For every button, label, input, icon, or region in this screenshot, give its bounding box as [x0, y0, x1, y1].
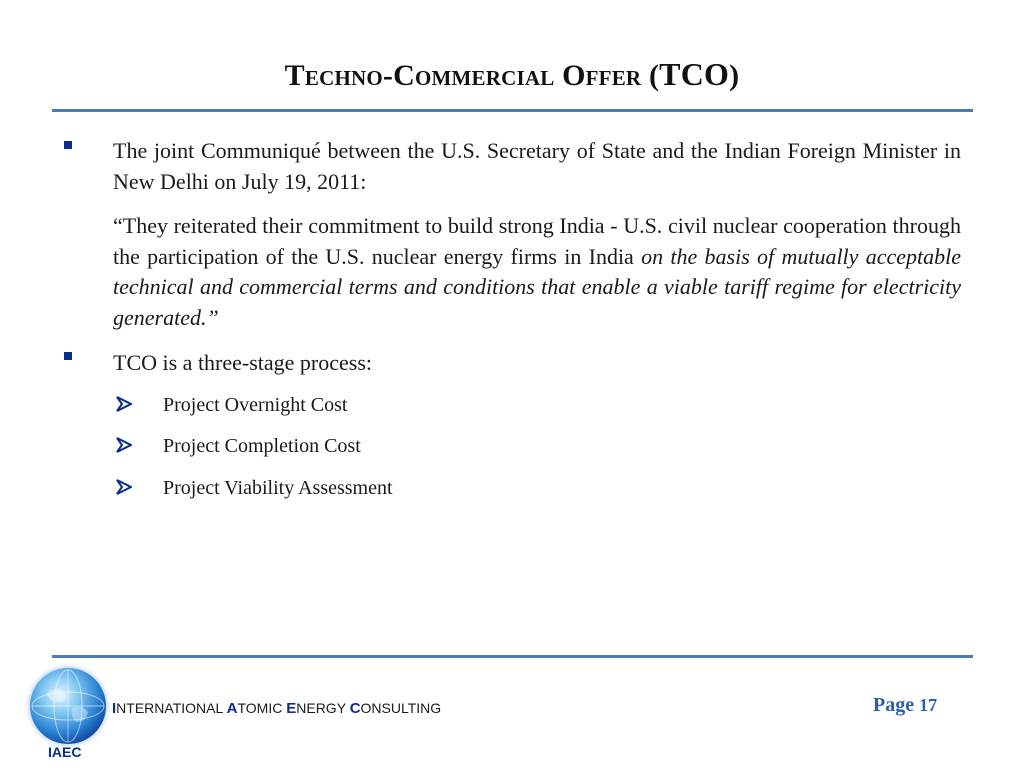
company-word: NTERNATIONAL — [116, 700, 227, 716]
company-initial: I — [112, 700, 117, 717]
quote-plain: “They reiterated their commitment to build strong India - U.S. civil nuclear cooperation through the participation of the U.S. nuclear energy firms in India — [113, 213, 961, 269]
quote-paragraph — [113, 211, 961, 333]
page-number-value: 17 — [919, 695, 938, 715]
company-initial: A — [226, 700, 238, 717]
quote-italic: on the basis of mutually acceptable technical and commercial terms and conditions that enable a viable tariff regime for electricity generated.” — [113, 243, 961, 330]
company-word: ONSULTING — [360, 700, 442, 716]
stage-item: Project Viability Assessment — [163, 477, 393, 499]
title-divider — [52, 109, 973, 112]
arrow-bullet-icon — [116, 437, 132, 453]
company-name — [112, 700, 441, 717]
slide-title — [0, 56, 1024, 93]
page-label: Page — [873, 694, 915, 716]
bullet-tco-process: TCO is a three-stage process: — [113, 350, 373, 375]
stage-item: Project Overnight Cost — [163, 394, 348, 416]
title-acronym: TCO — [659, 56, 730, 92]
logo-text: IAEC — [48, 744, 82, 760]
stage-item: Project Completion Cost — [163, 435, 361, 457]
title-main: Techno-Commercial Offer ( — [284, 59, 660, 92]
company-initial: E — [286, 700, 297, 717]
company-word: NERGY — [296, 700, 350, 716]
square-bullet-icon — [64, 141, 72, 149]
globe-icon — [30, 668, 106, 744]
arrow-bullet-icon — [116, 479, 132, 495]
footer-divider — [52, 655, 973, 658]
arrow-bullet-icon — [116, 396, 132, 412]
bullet-communique: The joint Communiqué between the U.S. Secretary of State and the Indian Foreign Minister in New Delhi on July 19, 2011: — [113, 138, 961, 194]
square-bullet-icon — [64, 352, 72, 360]
company-word: TOMIC — [237, 700, 287, 716]
title-close: ) — [729, 59, 740, 92]
company-initial: C — [349, 700, 361, 717]
page-number — [873, 694, 937, 717]
